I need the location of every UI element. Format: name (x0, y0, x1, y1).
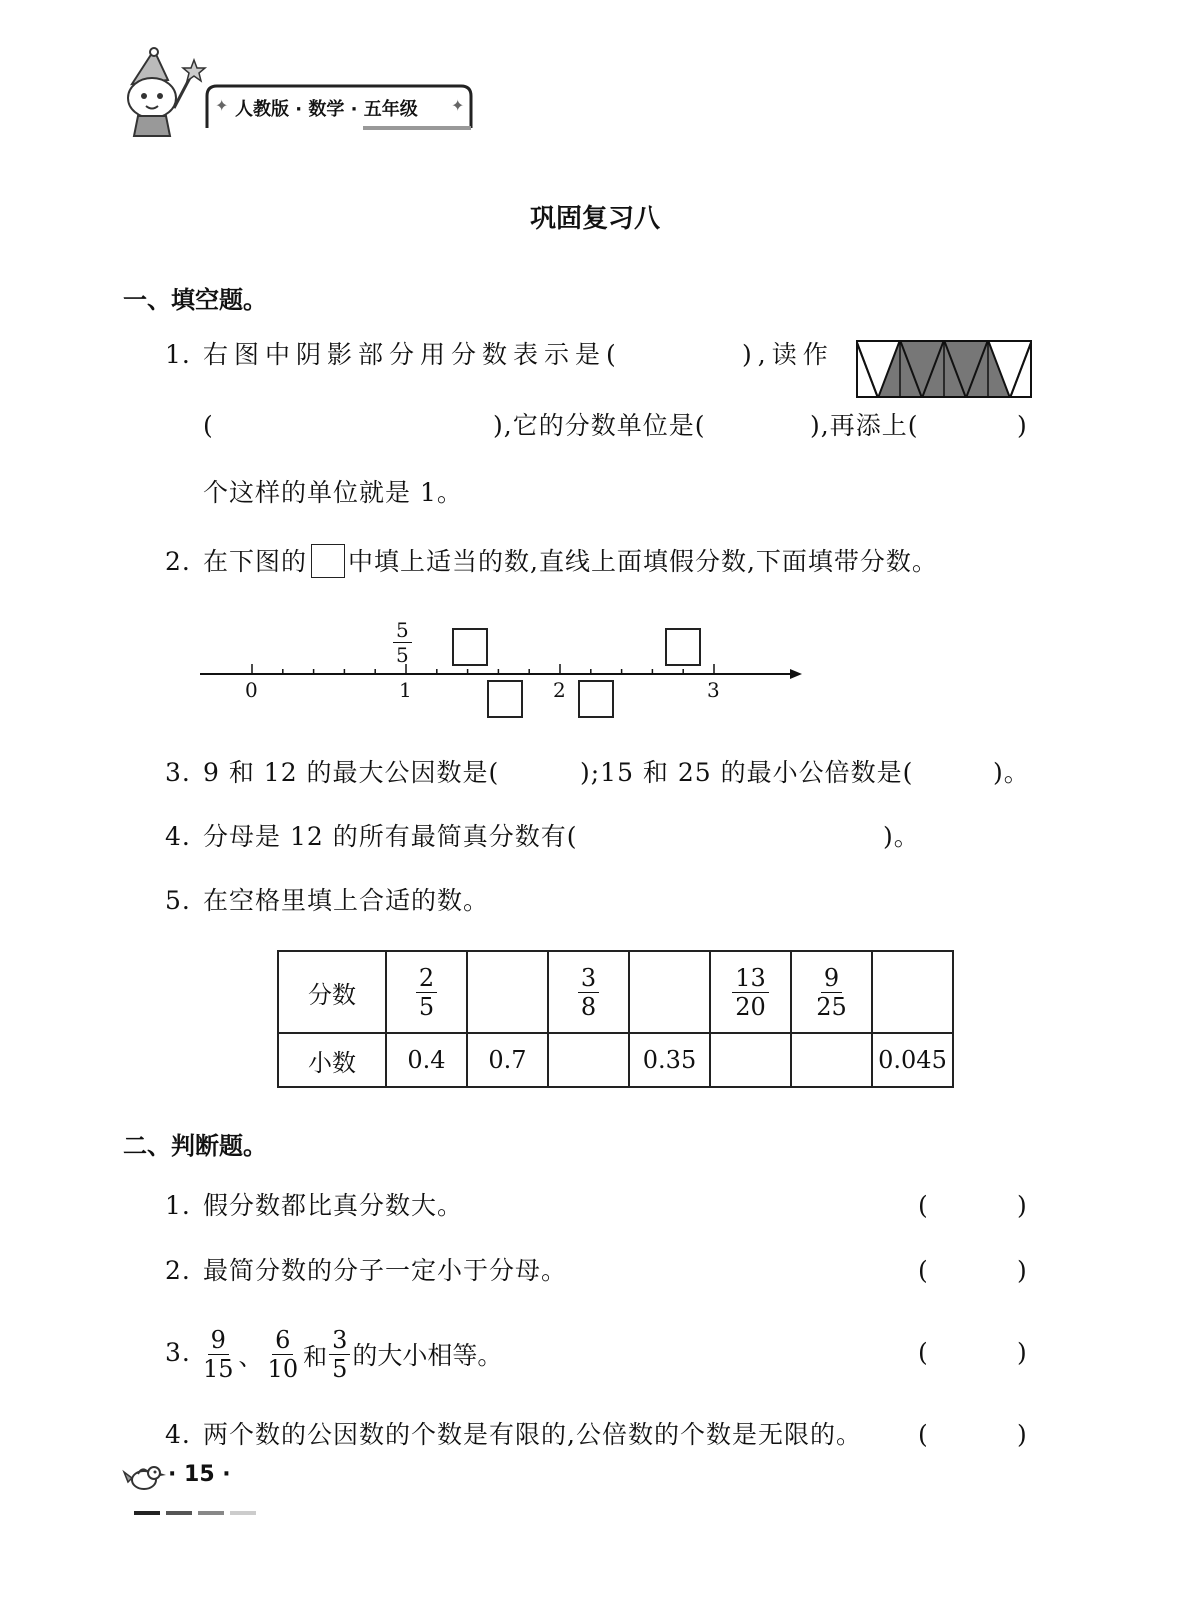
star-icon: ✦ (451, 96, 465, 115)
q4-part2: )。 (883, 822, 920, 851)
section-heading-fill-blank: 一、填空题。 (123, 286, 267, 314)
q1-line3: 个这样的单位就是 1。 (203, 478, 463, 507)
judge-3-paren-open[interactable]: ( (918, 1338, 929, 1367)
table-cell: 0.045 (872, 1033, 953, 1087)
bird-icon (122, 1462, 168, 1494)
number-line-label-3: 3 (707, 678, 720, 702)
q3-part3: )。 (993, 758, 1030, 787)
table-cell: 0.35 (629, 1033, 710, 1087)
q1-number: 1. (165, 340, 191, 369)
header-mascot (120, 46, 208, 138)
q1-line2-open: ( (203, 411, 214, 440)
table-row-header: 分数 (278, 951, 386, 1033)
q2-text-before: 在下图的 (203, 547, 308, 576)
judge-4-paren-open[interactable]: ( (918, 1420, 929, 1449)
book-label: 人教版 · 数学 · 五年级 (235, 99, 418, 120)
judge-3-paren-close[interactable]: ) (1017, 1338, 1028, 1367)
q2-number: 2. (165, 547, 191, 576)
judge-2-paren-open[interactable]: ( (918, 1256, 929, 1285)
answer-box-below-1[interactable] (487, 680, 523, 718)
fraction-numerator: 5 (393, 620, 412, 643)
table-cell: $\frac{3}{8}$ (548, 951, 629, 1033)
mascot-icon (120, 46, 208, 138)
q5-number: 5. (165, 886, 191, 915)
q1-line1: 右图中阴影部分用分数表示是( (203, 340, 622, 369)
q2-inline-box (311, 544, 345, 578)
judge-3-expression: $\frac{9}{15}$ 、 $\frac{6}{10}$ 和 $\frac{3}{5}$ 的大小相等。 (203, 1325, 503, 1383)
table-cell: $\frac{2}{5}$ (386, 951, 467, 1033)
number-line-fraction (391, 620, 414, 665)
table-cell-blank[interactable] (710, 1033, 791, 1087)
judge-2-number: 2. (165, 1256, 191, 1285)
star-icon: ✦ (215, 96, 229, 115)
answer-box-below-2[interactable] (578, 680, 614, 718)
judge-2-text: 最简分数的分子一定小于分母。 (203, 1256, 568, 1285)
judge-1-number: 1. (165, 1191, 191, 1220)
table-row-decimals (278, 1033, 953, 1087)
table-cell: $\frac{13}{20}$ (710, 951, 791, 1033)
footer-bird-icon (122, 1462, 168, 1498)
table-cell-blank[interactable] (629, 951, 710, 1033)
shaded-triangles-figure (856, 340, 1032, 398)
fraction-decimal-table (277, 950, 954, 1088)
number-line-label-2: 2 (553, 678, 566, 702)
table-cell-blank[interactable] (548, 1033, 629, 1087)
footer-decoration (134, 1509, 260, 1517)
book-badge (203, 82, 475, 132)
table-row-header: 小数 (278, 1033, 386, 1087)
judge-1-paren-open[interactable]: ( (918, 1191, 929, 1220)
table-cell-blank[interactable] (791, 1033, 872, 1087)
q3-part2: );15 和 25 的最小公倍数是( (580, 758, 914, 787)
q1-line2-mid2: ),再添上( (810, 411, 919, 440)
table-row-fractions (278, 951, 953, 1033)
judge-4-paren-close[interactable]: ) (1017, 1420, 1028, 1449)
q4-number: 4. (165, 822, 191, 851)
section-heading-true-false: 二、判断题。 (123, 1132, 267, 1160)
judge-1-text: 假分数都比真分数大。 (203, 1191, 464, 1220)
q5-text: 在空格里填上合适的数。 (203, 886, 490, 915)
q1-line1-end: ),读作 (742, 340, 834, 369)
number-line (198, 618, 808, 718)
table-cell-blank[interactable] (467, 951, 548, 1033)
answer-box-above-1[interactable] (452, 628, 488, 666)
judge-4-text: 两个数的公因数的个数是有限的,公倍数的个数是无限的。 (203, 1420, 862, 1449)
q3-number: 3. (165, 758, 191, 787)
q1-line2-mid: ),它的分数单位是( (493, 411, 706, 440)
judge-2-paren-close[interactable]: ) (1017, 1256, 1028, 1285)
table-cell: 0.7 (467, 1033, 548, 1087)
fraction-denominator: 5 (396, 643, 409, 667)
table-cell: $\frac{9}{25}$ (791, 951, 872, 1033)
q1-figure (856, 340, 1032, 402)
number-line-label-0: 0 (245, 678, 258, 702)
number-line-label-1: 1 (399, 678, 412, 702)
judge-4-number: 4. (165, 1420, 191, 1449)
answer-box-above-2[interactable] (665, 628, 701, 666)
q3-part1: 9 和 12 的最大公因数是( (203, 758, 500, 787)
table-cell-blank[interactable] (872, 951, 953, 1033)
page-title: 巩固复习八 (529, 204, 660, 234)
q4-part1: 分母是 12 的所有最简真分数有( (203, 822, 578, 851)
page-number: · 15 · (168, 1462, 231, 1487)
judge-3-number: 3. (165, 1338, 191, 1367)
footer-bars (134, 1502, 260, 1521)
table-cell: 0.4 (386, 1033, 467, 1087)
judge-1-paren-close[interactable]: ) (1017, 1191, 1028, 1220)
q1-line2-close: ) (1017, 411, 1028, 440)
q2-text-after: 中填上适当的数,直线上面填假分数,下面填带分数。 (348, 547, 938, 576)
